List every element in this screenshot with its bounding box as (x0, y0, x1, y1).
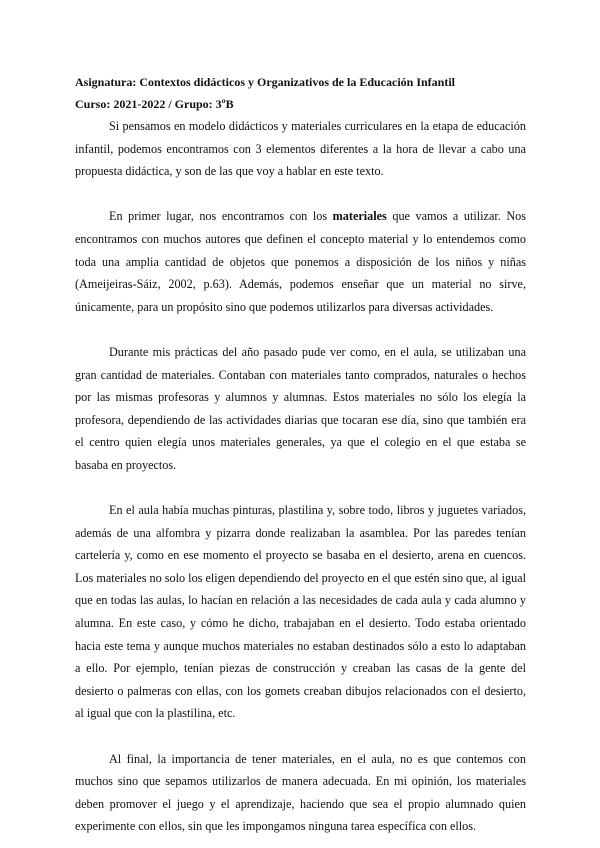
document-body (75, 71, 526, 838)
paragraph-materials-lead: En primer lugar, nos encontramos con los (109, 209, 333, 224)
paragraph-practices: Durante mis prácticas del año pasado pude ver como, en el aula, se utilizaban una gran cantidad de materiales. Contaban con materiales tanto comprados, naturales o hechos por las mismas profesoras y alumnos y alumnas. Estos materiales no sólo los elegía la profesora, dependiendo de las actividades diarias que tocaran ese día, sino que también era el centro quien elegía unos materiales generales, ya que el colegio en el que estaba se basaba en proyectos. (75, 344, 526, 472)
subject-heading: Asignatura: Contextos didácticos y Organizativos de la Educación Infantil (75, 75, 456, 89)
paragraph-spacer (75, 725, 526, 748)
paragraph-intro: Si pensamos en modelo didácticos y materiales curriculares en la etapa de educación infantil, podemos encontramos con 3 elementos diferentes a la hora de llevar a cabo una propuesta didáctica, y son de las que voy a hablar en este texto. (75, 119, 526, 179)
paragraph-materials (75, 205, 526, 318)
course-heading: Curso: 2021-2022 / Grupo: 3ºB (75, 97, 234, 111)
paragraph-spacer (75, 183, 526, 206)
paragraph-spacer (75, 477, 526, 500)
paragraph-spacer (75, 318, 526, 341)
paragraph-conclusion: Al final, la importancia de tener materiales, en el aula, no es que contemos con muchos sino que sepamos utilizarlos de manera adecuada. En mi opinión, los materiales deben promover el juego y el aprendizaje, haciendo que sea el propio alumnado quien experimente con ellos, sin que les impongamos ninguna tarea específica con ellos. (75, 751, 526, 834)
paragraph-materials-rest: que vamos a utilizar. Nos encontramos con muchos autores que definen el concepto material y lo entendemos como toda una amplia cantidad de objetos que ponemos a disposición de los niños y niñas (Ameijeiras-Sáiz, 2002, p.63). Además, podemos enseñar que un material no sirve, únicamente, para un propósito sino que podemos utilizarlos para diversas actividades. (75, 209, 526, 314)
paragraph-classroom: En el aula había muchas pinturas, plastilina y, sobre todo, libros y juguetes variados, además de una alfombra y pizarra donde realizaban la asamblea. Por las paredes tenían cartelería y, como en ese momento el proyecto se basaba en el desierto, arena en cuencos. Los materiales no solo los eligen dependiendo del proyecto en el que estén sino que, al igual que en todas las aulas, lo hacían en relación a las necesidades de cada aula y cada alumno y alumna. En este caso, y cómo he dicho, trabajaban en el desierto. Todo estaba orientado hacia este tema y aunque muchos materiales no estaban destinados sólo a esto lo adaptaban a ello. Por ejemplo, tenían piezas de construcción y creaban las casas de la gente del desierto o palmeras con ellas, con los gomets creaban dibujos relacionados con el desierto, al igual que con la plastilina, etc. (75, 503, 526, 721)
materials-term: materiales (332, 209, 387, 224)
